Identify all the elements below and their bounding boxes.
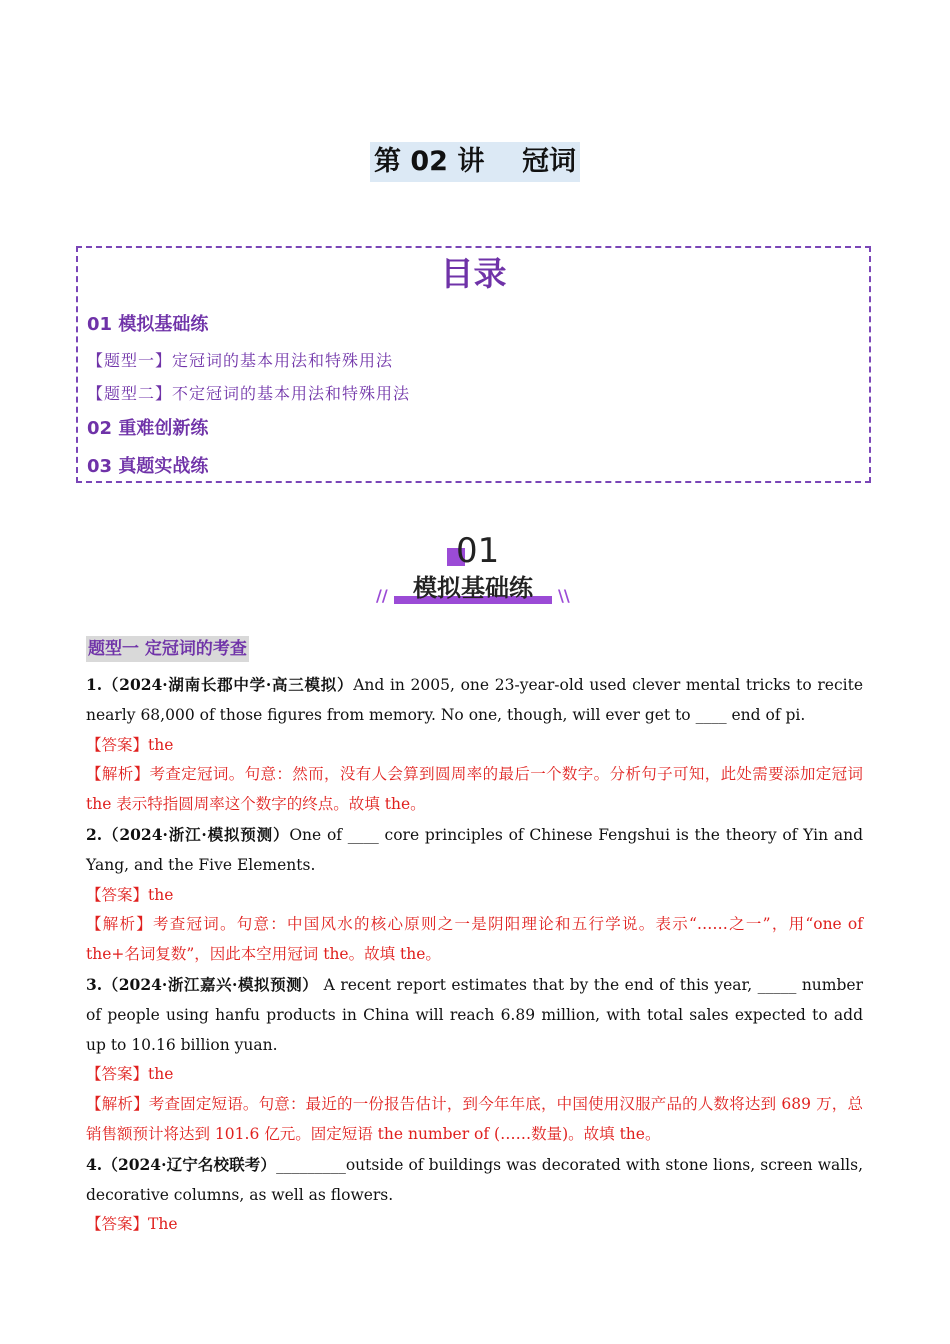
table-of-contents — [76, 246, 871, 483]
question-3 — [86, 970, 863, 1060]
question-source: （2024·浙江·模拟预测） — [102, 824, 290, 844]
question-4 — [86, 1150, 863, 1211]
question-list — [86, 670, 863, 1240]
toc-heading: 目录 — [440, 254, 507, 293]
analysis-2 — [86, 910, 863, 970]
banner-title: 模拟基础练 — [413, 574, 533, 602]
question-text: _________outside of buildings was decorated with stone lions, screen walls, decorative columns, as well as flowers. — [86, 1155, 863, 1204]
question-source: （2024·辽宁名校联考） — [102, 1154, 277, 1174]
question-text: And in 2005, one 23-year-old used clever mental tricks to recite nearly 68,000 of those figures from memory. No one, though, will ever get to ____ end of pi. — [86, 676, 863, 724]
answer-value: the — [148, 1065, 174, 1084]
question-1 — [86, 670, 863, 731]
answer-label: 【答案】 — [86, 885, 149, 904]
analysis-label: 【解析】 — [86, 765, 150, 784]
analysis-text: 考查冠词。句意：中国风水的核心原则之一是阴阳理论和五行学说。表示“……之一”，用“one of the+名词复数”，因此本空用冠词 the。故填 the。 — [86, 915, 863, 964]
toc-section-3[interactable]: 03 真题实战练 — [87, 456, 209, 477]
question-number: 3. — [86, 974, 103, 994]
answer-label: 【答案】 — [86, 1065, 149, 1084]
analysis-1 — [86, 760, 863, 820]
question-text: One of ____ core principles of Chinese Fengshui is the theory of Yin and Yang, and the Five Elements. — [86, 825, 863, 874]
analysis-text: 考查固定短语。句意：最近的一份报告估计，到今年年底，中国使用汉服产品的人数将达到 689 万，总销售额预计将达到 101.6 亿元。固定短语 the number of (……数量)。故填 the。 — [86, 1095, 863, 1143]
toc-subsection-2[interactable]: 【题型二】不定冠词的基本用法和特殊用法 — [87, 384, 411, 403]
answer-value: the — [148, 735, 174, 754]
analysis-label: 【解析】 — [86, 915, 153, 934]
analysis-text: 考查定冠词。句意：然而，没有人会算到圆周率的最后一个数字。分析句子可知，此处需要添加定冠词 the 表示特指圆周率这个数字的终点。故填 the。 — [86, 765, 863, 814]
answer-2 — [86, 881, 863, 911]
question-number: 1. — [86, 675, 103, 694]
answer-value: the — [148, 885, 174, 904]
slash-decoration-left-icon: // — [376, 586, 388, 605]
analysis-label: 【解析】 — [86, 1095, 149, 1114]
toc-section-1[interactable]: 01 模拟基础练 — [87, 314, 209, 335]
toc-subsection-1[interactable]: 【题型一】定冠词的基本用法和特殊用法 — [87, 351, 394, 370]
banner-number: 01 — [456, 531, 500, 571]
answer-label: 【答案】 — [86, 735, 149, 754]
question-type-heading: 题型一 定冠词的考查 — [86, 636, 249, 662]
analysis-3 — [86, 1090, 863, 1150]
question-source: （2024·浙江嘉兴·模拟预测） — [102, 974, 319, 994]
answer-label: 【答案】 — [86, 1215, 149, 1234]
section-banner — [370, 530, 580, 612]
question-text: A recent report estimates that by the end of this year, _____ number of people using hanfu products in China will reach 6.89 million, with total sales expected to add up to 10.16 billion yuan. — [86, 975, 863, 1054]
question-number: 2. — [86, 824, 103, 844]
answer-value: The — [148, 1215, 178, 1234]
toc-section-2[interactable]: 02 重难创新练 — [87, 418, 209, 439]
answer-1 — [86, 731, 863, 761]
question-source: （2024·湖南长郡中学·高三模拟） — [102, 675, 354, 694]
question-2 — [86, 820, 863, 881]
page-title: 第 02 讲 冠词 — [370, 142, 580, 182]
answer-3 — [86, 1060, 863, 1090]
slash-decoration-right-icon: \\ — [558, 586, 570, 605]
answer-4 — [86, 1210, 863, 1240]
page-title-wrap — [0, 142, 950, 182]
question-number: 4. — [86, 1154, 103, 1174]
